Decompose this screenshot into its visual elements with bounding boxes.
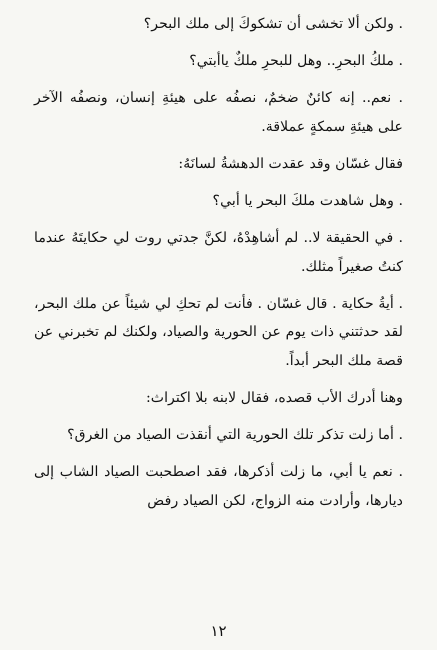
paragraph: وهنا أدرك الأب قصده، فقال لابنه بلا اكتراث: [145, 390, 403, 407]
paragraph: . ملكُ البحرِ.. وهل للبحرِ ملكٌ ياأبتي؟ [189, 53, 403, 70]
paragraph: . في الحقيقة لا.. لم أشاهِدْهُ، لكنَّ جدتي روت لي حكايتَهُ عندما كنتُ صغيراً مثلك. [34, 230, 403, 275]
page-body-text [34, 10, 403, 524]
paragraph: . أما زلت تذكر تلك الحورية التي أنقذت الصياد من الغرق؟ [67, 427, 403, 444]
paragraph: . نعم.. إنه كائنٌ ضخمٌ، نصفُه على هيئةِ إنسان، ونصفُه الآخر على هيئةِ سمكةٍ عملاقة. [34, 90, 403, 135]
paragraph: . أيةُ حكاية . قال غسّان . فأنت لم تحكِ لي شيئاً عن ملك البحر، لقد حدثتني ذات يوم عن الحورية والصياد، ولكنك لم تخبرني عن قصة ملك البحر أبداً. [34, 295, 403, 369]
page-number: ١٢ [210, 622, 227, 640]
paragraph: . وهل شاهدت ملكَ البحر يا أبي؟ [212, 192, 403, 209]
paragraph: فقال غسّان وقد عقدت الدهشةُ لسانَهُ: [178, 155, 403, 172]
paragraph: . ولكن ألا تخشى أن تشكوكَ إلى ملك البحر؟ [143, 16, 403, 32]
paragraph: . نعم يا أبي، ما زلت أذكرها، فقد اصطحبت الصياد الشاب إلى ديارها، وأرادت منه الزواج، لكن الصياد رفض [34, 464, 403, 509]
